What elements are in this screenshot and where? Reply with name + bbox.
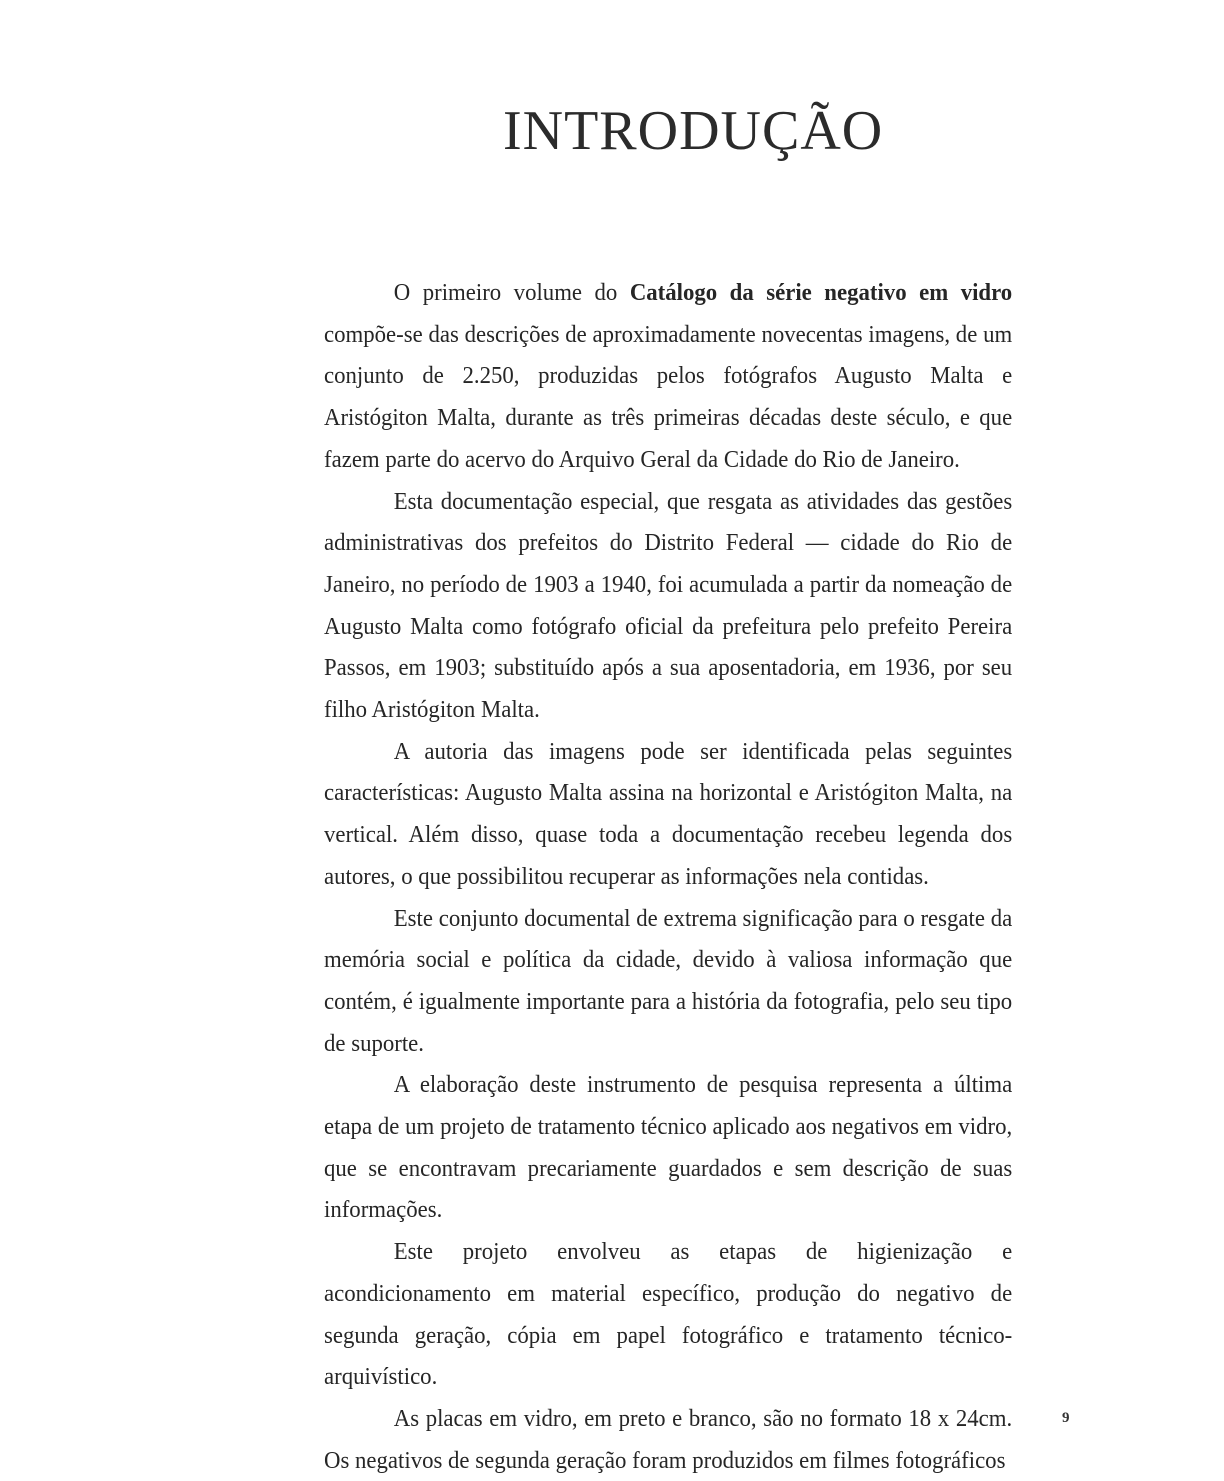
paragraph-1 <box>324 272 1012 481</box>
paragraph-3: A autoria das imagens pode ser identificada pelas seguintes características: Augusto Malta assina na horizontal e Aristógiton Malta, na vertical. Além disso, quase toda a documentação recebeu legenda dos autores, o que possibilitou recuperar as informações nela contidas. <box>324 737 1013 890</box>
paragraph-1-lead: O primeiro volume do <box>393 279 630 306</box>
paragraph-4: Este conjunto documental de extrema significação para o resgate da memória social e política da cidade, devido à valiosa informação que contém, é igualmente importante para a história da fotografia, pelo seu tipo de suporte. <box>324 904 1013 1057</box>
paragraph-1-rest: compõe-se das descrições de aproximadamente novecentas imagens, de um conjunto de 2.250, produzidas pelos fotógrafos Augusto Malta e Aristógiton Malta, durante as três primeiras décadas deste século, e que fazem parte do acervo do Arquivo Geral da Cidade do Rio de Janeiro. <box>324 320 1013 473</box>
paragraph-7: As placas em vidro, em preto e branco, são no formato 18 x 24cm. Os negativos de segunda geração foram produzidos em filmes fotográficos <box>324 1404 1013 1474</box>
paragraph-6: Este projeto envolveu as etapas de higienização e acondicionamento em material específico, produção do negativo de segunda geração, cópia em papel fotográfico e tratamento técnico-arquivístico. <box>324 1238 1013 1391</box>
page-number: 9 <box>1062 1410 1070 1426</box>
body-text <box>324 272 1012 1481</box>
paragraph-2: Esta documentação especial, que resgata as atividades das gestões administrativas dos prefeitos do Distrito Federal — cidade do Rio de Janeiro, no período de 1903 a 1940, foi acumulada a partir da nomeação de Augusto Malta como fotógrafo oficial da prefeitura pelo prefeito Pereira Passos, em 1903; substituído após a sua aposentadoria, em 1936, por seu filho Aristógiton Malta. <box>324 487 1013 724</box>
catalog-title-emphasis: Catálogo da série negativo em vidro <box>629 279 1013 306</box>
page-title: INTRODUÇÃO <box>503 100 884 162</box>
paragraph-5: A elaboração deste instrumento de pesquisa representa a última etapa de um projeto de tratamento técnico aplicado aos negativos em vidro, que se encontravam precariamente guardados e sem descrição de suas informações. <box>324 1071 1013 1224</box>
